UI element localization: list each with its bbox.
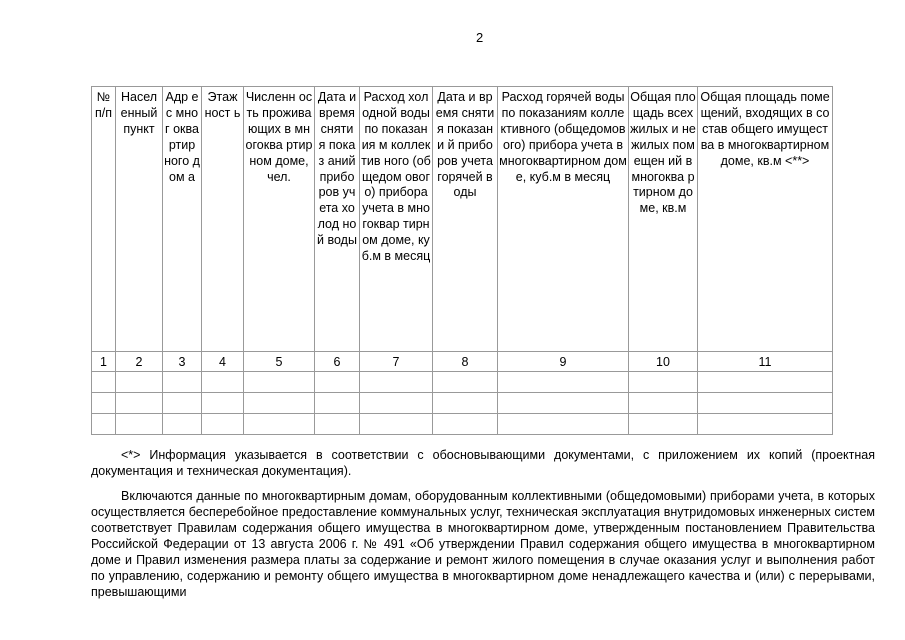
column-number: 9	[498, 352, 629, 372]
table-cell	[629, 414, 698, 435]
column-number: 2	[116, 352, 163, 372]
table-cell	[163, 393, 202, 414]
column-number: 10	[629, 352, 698, 372]
header-cell: № п/п	[92, 87, 116, 352]
body-paragraph	[91, 488, 875, 608]
footnote	[91, 447, 875, 479]
column-number: 11	[698, 352, 833, 372]
footnote-text: <*> Информация указывается в соответствии с обосновывающими документами, с приложением их копий (проектная документация и техническая документация).	[91, 448, 875, 478]
table-cell	[498, 393, 629, 414]
column-number: 4	[202, 352, 244, 372]
column-number: 3	[163, 352, 202, 372]
column-number: 8	[433, 352, 498, 372]
table-cell	[116, 372, 163, 393]
table-cell	[202, 414, 244, 435]
table-cell	[315, 372, 360, 393]
table-cell	[433, 414, 498, 435]
page-number: 2	[476, 30, 484, 45]
table-cell	[116, 414, 163, 435]
header-cell: Расход горячей воды по показаниям коллективного (общедомового) прибора учета в многоквартирном доме, куб.м в месяц	[498, 87, 629, 352]
column-number: 5	[244, 352, 315, 372]
table-row	[92, 372, 833, 393]
table-cell	[360, 393, 433, 414]
table-row	[92, 393, 833, 414]
table-cell	[202, 393, 244, 414]
column-number: 6	[315, 352, 360, 372]
table-cell	[498, 372, 629, 393]
table-cell	[244, 393, 315, 414]
table-cell	[116, 393, 163, 414]
table-cell	[498, 414, 629, 435]
table-cell	[629, 393, 698, 414]
table-cell	[360, 414, 433, 435]
table-cell	[433, 393, 498, 414]
table-cell	[92, 393, 116, 414]
table-cell	[629, 372, 698, 393]
table-cell	[202, 372, 244, 393]
paragraph-text: Включаются данные по многоквартирным домам, оборудованным коллективными (общедомовыми) приборами учета, в которых осуществляется бесперебойное предоставление коммунальных услуг, техническая эксплуатация внутридомовых инженерных систем соответствует Правилам содержания общего имущества в многоквартирном доме, утвержденным постановлением Правительства Российской Федерации от 13 августа 2006 г. № 491 «Об утверждении Правил содержания общего имущества в многоквартирном доме и Правил изменения размера платы за содержание и ремонт жилого помещения в случае оказания услуг и выполнения работ по управлению, содержанию и ремонту общего имущества в многоквартирном доме ненадлежащего качества и (или) с перерывами, превышающими	[91, 489, 875, 599]
table-cell	[244, 414, 315, 435]
table-cell	[698, 414, 833, 435]
table-cell	[163, 372, 202, 393]
table-cell	[360, 372, 433, 393]
header-cell: Дата и время снятия показани й приборов учета горячей воды	[433, 87, 498, 352]
header-cell: Расход холодной воды по показания м коллектив ного (общедом ового) прибора учета в многоквар тирном доме, куб.м в месяц	[360, 87, 433, 352]
column-number: 7	[360, 352, 433, 372]
column-number: 1	[92, 352, 116, 372]
header-cell: Адр ес мног оква ртир ного дом а	[163, 87, 202, 352]
table-cell	[433, 372, 498, 393]
table-cell	[92, 414, 116, 435]
table-cell	[163, 414, 202, 435]
header-cell: Дата и время сняти я показ аний прибо ров учета холод ной воды	[315, 87, 360, 352]
column-number-row	[92, 352, 833, 372]
table-cell	[244, 372, 315, 393]
table-row	[92, 414, 833, 435]
table-cell	[92, 372, 116, 393]
header-cell: Насел енный пункт	[116, 87, 163, 352]
header-cell: Численн ость прожива ющих в многоква ртирном доме, чел.	[244, 87, 315, 352]
table-cell	[698, 393, 833, 414]
table-cell	[698, 372, 833, 393]
header-cell: Этаж ност ь	[202, 87, 244, 352]
table-cell	[315, 393, 360, 414]
header-cell: Общая площадь помещений, входящих в состав общего имущества в многоквартирном доме, кв.м <**>	[698, 87, 833, 352]
header-row	[92, 87, 833, 352]
data-table	[91, 86, 833, 435]
table-cell	[315, 414, 360, 435]
header-cell: Общая площадь всех жилых и нежилых помещен ий в многоква ртирном доме, кв.м	[629, 87, 698, 352]
